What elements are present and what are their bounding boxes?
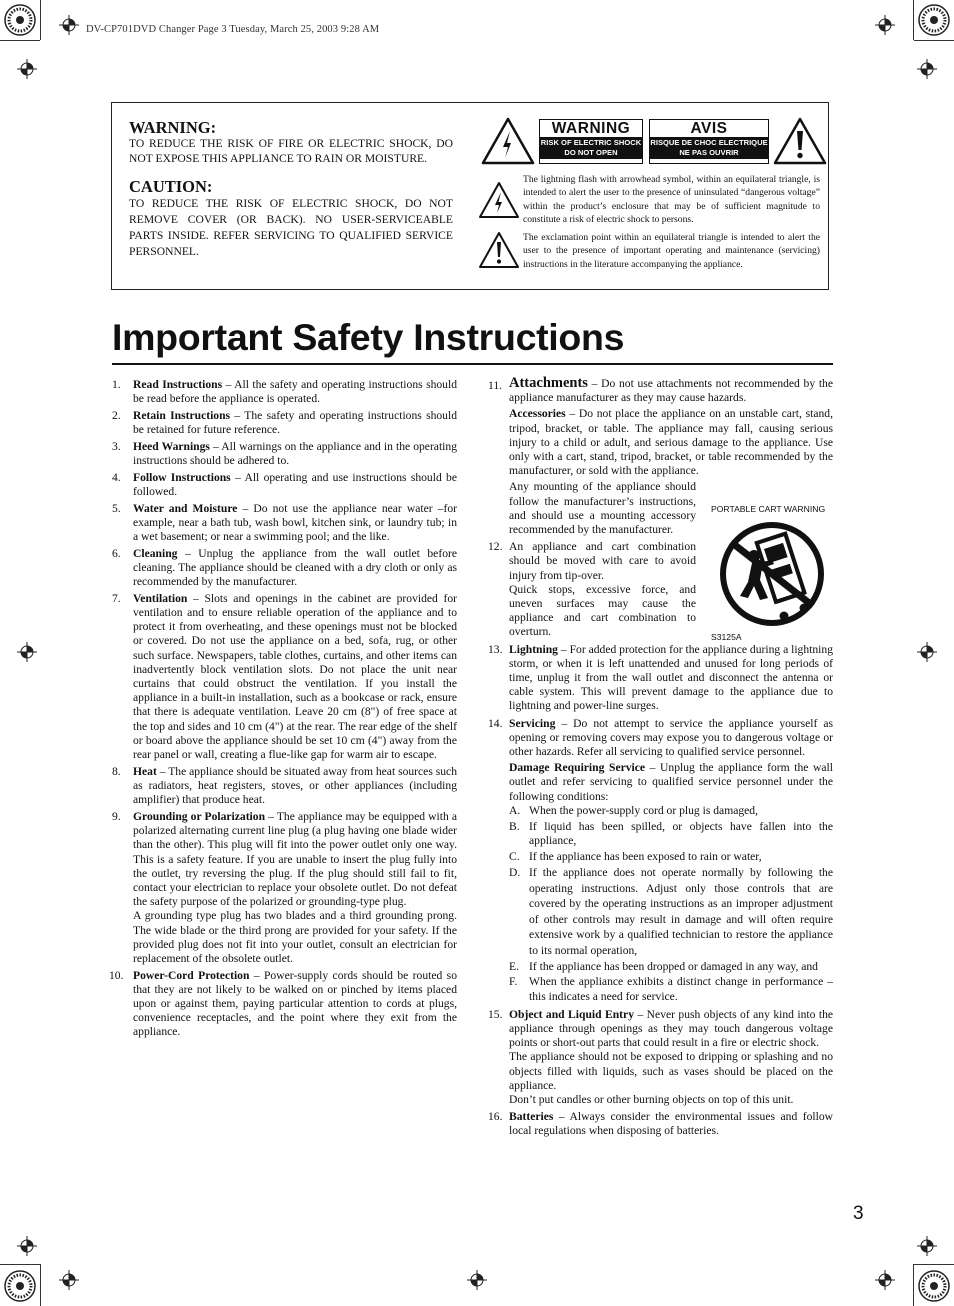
- instruction-item: [112, 592, 457, 762]
- cart-figure-code: S3125A: [711, 632, 742, 642]
- item-text: – All operating and use instructions should be followed.: [133, 470, 457, 498]
- item-term: Heat: [133, 764, 157, 778]
- exclamation-symbol-explanation: The exclamation point within an equilateral triangle is intended to alert the user to the presence of important operating and maintenance (servicing) instructions in the literature accompanying the appliance.: [523, 232, 820, 270]
- title-rule: [112, 363, 833, 365]
- condition-text: If the appliance has been exposed to rain or water,: [529, 849, 762, 863]
- item-extra-text: Any mounting of the appliance should follow the manufacturer’s instructions, and should use a mounting accessory recommended by the manufacturer.: [509, 480, 696, 537]
- lightning-symbol-explanation: The lightning flash with arrowhead symbol, within an equilateral triangle, is intended to alert the user to the presence of uninsulated “dangerous voltage” within the product’s enclosure that may be of sufficient magnitude to constitute a risk of electric shock to persons.: [523, 174, 820, 225]
- item-number: 9.: [112, 809, 121, 823]
- item-number: 10.: [109, 968, 124, 982]
- item-text: – Do not use the appliance near water –for example, near a bath tub, wash bowl, kitchen sink, or laundry tub; in a wet basement; or near a swimming pool; and the like.: [133, 501, 457, 544]
- condition-letter: C.: [509, 849, 520, 863]
- item-text: – Power-supply cords should be routed so that they are not likely to be walked on or pinched by items placed upon or against them, paying particular attention to cords at plugs, convenience receptacles, and the point where they exit from the appliance.: [133, 968, 457, 1039]
- item-number: 3.: [112, 439, 121, 453]
- item-text: – Never push objects of any kind into the appliance through openings as they may touch dangerous voltage points or short-out parts that could result in a fire or electric shock.: [509, 1007, 834, 1050]
- item-text: – The appliance may be equipped with a polarized alternating current line plug (a plug having one blade wider than the other). This plug will fit into the power outlet only one way. This is a safety feature. If you are unable to insert the plug fully into the outlet, try reversing the plug. If the plug should still fail to fit, contact your electrician to replace your obsolete outlet. Do not defeat the safety purpose of the polarized or grounding-type plug.: [133, 809, 458, 909]
- item-extra-text: A grounding type plug has two blades and a third grounding prong. The wide blade or the third prong are provided for your safety. If the provided plug does not fit into your outlet, consult an electrician for replacement of the obsolete outlet.: [133, 909, 457, 965]
- crosshair-registration-icon: [17, 1236, 37, 1256]
- item-extra-text: Quick stops, excessive force, and uneven surfaces may cause the appliance and cart combination to overturn.: [509, 582, 696, 639]
- item-number: 12.: [488, 540, 503, 554]
- item-term: Cleaning: [133, 546, 178, 560]
- item-number: 14.: [488, 716, 503, 730]
- item-sub-term: Accessories: [509, 407, 566, 421]
- item-term: Retain Instructions: [133, 408, 231, 422]
- exclamation-triangle-icon: [478, 231, 520, 269]
- condition-letter: E.: [509, 959, 519, 973]
- registration-starburst-icon: [917, 3, 951, 37]
- item-number: 8.: [112, 764, 121, 778]
- item-sub-text: – Do not place the appliance on an unstable cart, stand, tripod, bracket, or table. The appliance may fall, causing serious injury to a child or adult, and serious damage to the appliance. Use only with a cart, stand, tripod, bracket, or table recommended by the manufacturer, or sold with the appliance.: [509, 407, 833, 478]
- item-sub-term: Damage Requiring Service: [509, 761, 646, 775]
- item-text: – Always consider the environmental issues and follow local regulations when disposing of batteries.: [509, 1110, 833, 1138]
- registration-starburst-icon: [3, 3, 37, 37]
- cart-warning-caption: PORTABLE CART WARNING: [711, 504, 826, 514]
- warning-text: TO REDUCE THE RISK OF FIRE OR ELECTRIC SHOCK, DO NOT EXPOSE THIS APPLIANCE TO RAIN OR MOISTURE.: [129, 137, 453, 165]
- condition-item: [509, 804, 833, 818]
- crop-line: [0, 1264, 40, 1265]
- item-term: Follow Instructions: [133, 470, 231, 484]
- condition-text: When the appliance exhibits a distinct change in performance – this indicates a need for service.: [529, 975, 833, 1003]
- warning-caution-text: [129, 119, 453, 260]
- condition-item: [509, 975, 833, 1003]
- lightning-triangle-icon: [478, 181, 520, 219]
- crosshair-registration-icon: [17, 59, 37, 79]
- condition-item: [509, 865, 833, 958]
- crosshair-registration-icon: [917, 1236, 937, 1256]
- lightning-triangle-icon: [481, 117, 535, 165]
- condition-letter: D.: [509, 866, 521, 880]
- instruction-item: [488, 643, 833, 714]
- item-sub-text: – Unplug the appliance form the wall outlet and refer servicing to qualified service personnel under the following conditions:: [509, 761, 833, 803]
- instruction-item: [488, 1110, 833, 1138]
- item-term: Heed Warnings: [133, 439, 210, 453]
- condition-item: [509, 820, 833, 848]
- item-text: – Slots and openings in the cabinet are provided for ventilation and to ensure reliable operation of the appliance and to protect it from overheating, and these openings must not be blocked or covered. Do not use the appliance on a bed, sofa, rug, or other such surface. Newspapers, table clothes, curtains, and other items can inadvertently block ventilation slots. Do not place the unit near curtains that could obstruct the ventilation. If you install the appliance in a built-in installation, such as a bookcase or rack, ensure that there is adequate ventilation. Leave 20 cm (8") of free space at the top and sides and 10 cm (4") at the rear. The rear edge of the shelf or board above the appliance should be set 10 cm (4") away from the rear panel or wall, creating a flue-like gap for warm air to escape.: [133, 591, 457, 762]
- instruction-item: [112, 810, 457, 966]
- condition-text: If liquid has been spilled, or objects have fallen into the appliance,: [529, 819, 833, 847]
- crosshair-registration-icon: [17, 642, 37, 662]
- instruction-item: [488, 717, 833, 1004]
- avis-label-title: AVIS: [690, 120, 728, 137]
- avis-label-sub1: RISQUE DE CHOC ELECTRIQUE: [650, 138, 768, 147]
- item-text: – Unplug the appliance from the wall outlet before cleaning. The appliance should be cleaned with a dry cloth or only as recommended by the manufacturer.: [133, 546, 457, 589]
- warning-label-sub2: DO NOT OPEN: [564, 147, 618, 157]
- item-term: Power-Cord Protection: [133, 968, 250, 982]
- condition-text: If the appliance does not operate normally by following the operating instructions. Adjust only those controls that are covered by the operating instructions as an improper adjustment of other controls may result in damage and will often require extensive work by a qualified technician to restore the appliance to its normal operation,: [529, 866, 833, 957]
- item-text: – The safety and operating instructions should be retained for future reference.: [133, 408, 457, 437]
- instruction-item: [112, 502, 457, 545]
- instruction-item: [488, 1008, 833, 1107]
- item-number: 15.: [488, 1007, 503, 1021]
- crosshair-registration-icon: [467, 1270, 487, 1290]
- item-term: Lightning: [509, 642, 558, 656]
- item-term: Water and Moisture: [133, 501, 238, 515]
- warning-label-sub1: RISK OF ELECTRIC SHOCK: [540, 138, 642, 147]
- instruction-item: [112, 547, 457, 590]
- instructions-left-column: [109, 378, 458, 1042]
- item-number: 4.: [112, 470, 121, 484]
- registration-starburst-icon: [917, 1269, 951, 1303]
- portable-cart-warning-figure: [703, 500, 833, 645]
- instruction-item: [112, 471, 457, 499]
- item-extra-text: Don’t put candles or other burning objects on top of this unit.: [509, 1093, 794, 1107]
- item-number: 1.: [112, 378, 121, 391]
- condition-text: When the power-supply cord or plug is damaged,: [529, 803, 759, 817]
- instruction-item: [109, 968, 457, 1040]
- print-header: DV-CP701DVD Changer Page 3 Tuesday, March 25, 2003 9:28 AM: [86, 24, 380, 35]
- instruction-item: [112, 378, 457, 406]
- item-text: – Do not attempt to service the appliance yourself as opening or removing covers may expose you to dangerous voltage or other hazards. Refer all servicing to qualified service personnel.: [509, 716, 833, 759]
- item-term: Object and Liquid Entry: [509, 1007, 634, 1021]
- item-number: 6.: [112, 546, 121, 560]
- instruction-item: [112, 409, 457, 437]
- item-term: Attachments: [509, 375, 588, 391]
- item-number: 2.: [112, 408, 121, 422]
- item-term: Ventilation: [133, 591, 188, 605]
- item-text: – All warnings on the appliance and in the operating instructions should be adhered to.: [133, 439, 457, 468]
- instructions-right-column: [488, 376, 833, 1141]
- item-number: 5.: [112, 501, 121, 515]
- crop-line: [40, 1264, 41, 1306]
- item-extra-text: The appliance should not be exposed to dripping or splashing and no objects filled with liquids, such as vases should be placed on the appliance.: [509, 1050, 833, 1092]
- caution-heading: CAUTION:: [129, 177, 213, 196]
- condition-item: [509, 850, 833, 864]
- item-number: 13.: [488, 642, 503, 656]
- condition-letter: A.: [509, 803, 521, 817]
- item-number: 7.: [112, 591, 121, 605]
- cart-tipover-icon: [718, 520, 826, 628]
- instruction-item: [112, 440, 457, 468]
- item-text: – All the safety and operating instructions should be read before the appliance is operated.: [133, 378, 457, 406]
- crop-line: [913, 0, 914, 40]
- crop-line: [40, 0, 41, 40]
- condition-item: [509, 960, 833, 974]
- condition-letter: B.: [509, 819, 520, 833]
- item-text: – Do not use attachments not recommended by the appliance manufacturer as they may cause hazards.: [509, 377, 833, 405]
- crop-line: [914, 40, 954, 41]
- condition-letter: F.: [509, 975, 518, 989]
- page-title: Important Safety Instructions: [112, 316, 625, 358]
- avis-label: [649, 119, 769, 164]
- item-term: Batteries: [509, 1110, 554, 1124]
- page-number: 3: [853, 1203, 864, 1224]
- crop-line: [0, 40, 40, 41]
- exclamation-triangle-icon: [773, 117, 827, 165]
- registration-starburst-icon: [3, 1269, 37, 1303]
- crosshair-registration-icon: [917, 59, 937, 79]
- instruction-item: [112, 765, 457, 808]
- crosshair-registration-icon: [59, 15, 79, 35]
- caution-text: TO REDUCE THE RISK OF ELECTRIC SHOCK, DO NOT REMOVE COVER (OR BACK). NO USER-SERVICEABLE PARTS INSIDE. REFER SERVICING TO QUALIFIED SERVICE PERSONNEL.: [129, 197, 453, 258]
- warning-box: [111, 102, 829, 290]
- item-term: Grounding or Polarization: [133, 809, 266, 823]
- item-text: – For added protection for the appliance during a lightning storm, or when it is left unattended and unused for long periods of time, unplug it from the wall outlet and disconnect the antenna or cable system. This will prevent damage to the appliance due to lightning and power-line surges.: [509, 642, 833, 713]
- item-term: Servicing: [509, 716, 556, 730]
- crosshair-registration-icon: [917, 642, 937, 662]
- item-text: – The appliance should be situated away from heat sources such as radiators, heat registers, stoves, or other appliances (including amplifier) that produce heat.: [133, 764, 457, 807]
- avis-label-sub2: NE PAS OUVRIR: [679, 147, 739, 157]
- item-number: 11.: [488, 379, 503, 392]
- warning-label-title: WARNING: [551, 120, 631, 137]
- crop-line: [913, 1264, 914, 1306]
- crosshair-registration-icon: [875, 15, 895, 35]
- crosshair-registration-icon: [59, 1270, 79, 1290]
- crop-line: [914, 1264, 954, 1265]
- crosshair-registration-icon: [875, 1270, 895, 1290]
- condition-text: If the appliance has been dropped or damaged in any way, and: [529, 959, 818, 973]
- item-term: Read Instructions: [133, 378, 223, 391]
- item-text: An appliance and cart combination should be moved with care to avoid injury from tip-over.: [509, 540, 696, 582]
- warning-heading: WARNING:: [129, 118, 217, 137]
- item-number: 16.: [488, 1110, 503, 1124]
- warning-label: [539, 119, 643, 164]
